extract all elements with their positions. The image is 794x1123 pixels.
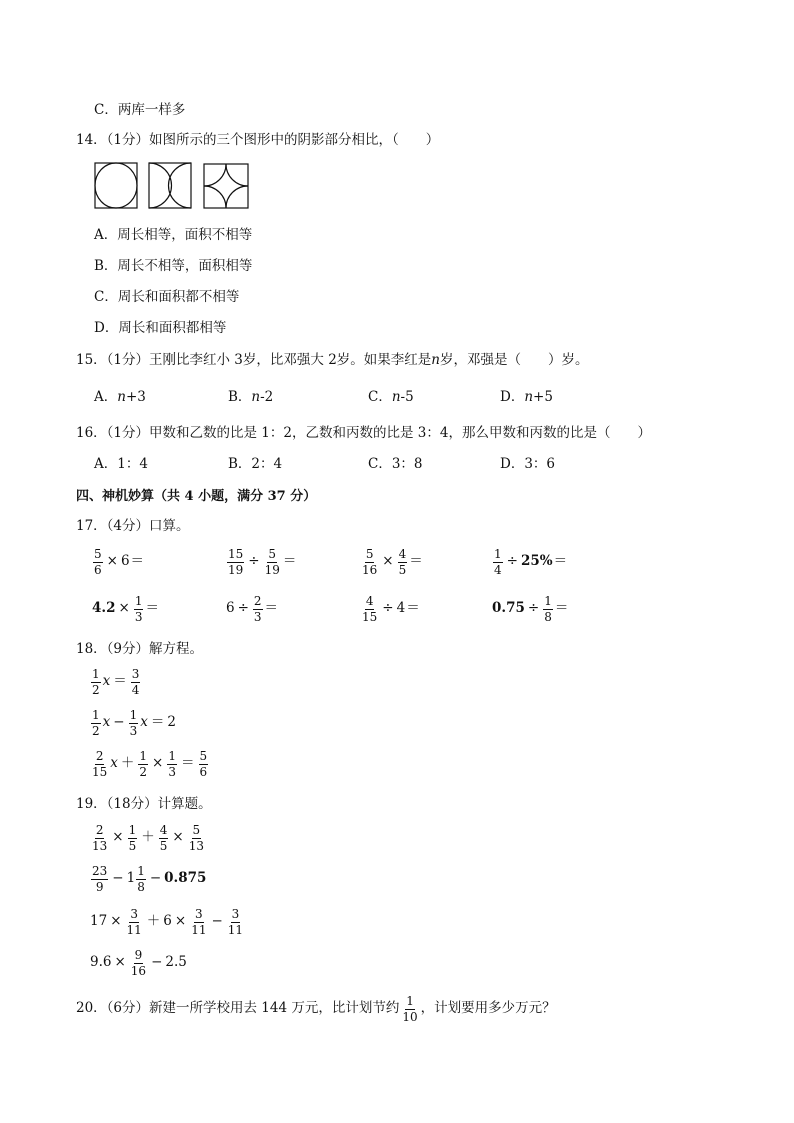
- q18-eq1: $\frac{1}{2}$ x ＝ $\frac{3}{4}$: [92, 667, 140, 697]
- q15-option-b: B．n-2: [228, 389, 274, 405]
- q15-stem: 15．（1分）王刚比李红小 3岁，比邓强大 2岁。如果李红是n岁，邓强是（ ）岁。: [76, 352, 589, 368]
- q15-option-a: A．n+3: [94, 389, 146, 405]
- q14-option-c: C．周长和面积都不相等: [94, 289, 240, 305]
- q14-stem: 14．（1分）如图所示的三个图形中的阴影部分相比，（ ）: [76, 132, 440, 148]
- q20-stem: 20．（6分）新建一所学校用去 144 万元，比计划节约 $\frac{1}{10}$ ，计划要用多少万元？: [76, 994, 556, 1024]
- q19-expr1: $\frac{2}{13}$ × $\frac{1}{5}$ ＋ $\frac{4}{5}$ × $\frac{5}{13}$: [92, 823, 204, 853]
- section-heading: 四、神机妙算（共 4 小题，满分 37 分）: [76, 489, 317, 504]
- figure-two-semicircles: [148, 162, 192, 209]
- q19-stem: 19．（18分）计算题。: [76, 796, 212, 812]
- q17-r1c2: $\frac{15}{19}$ ÷ $\frac{5}{19}$ ＝: [228, 547, 297, 577]
- q16-option-d: D．3：6: [500, 456, 556, 472]
- q19-expr4: 9.6 × $\frac{9}{16}$ − 2.5: [90, 948, 187, 978]
- q17-r1c1: $\frac{5}{6}$ × 6 ＝: [94, 547, 145, 577]
- q17-r1c4: $\frac{1}{4}$ ÷ 25% ＝: [494, 547, 568, 577]
- q18-eq2: $\frac{1}{2}$ x − $\frac{1}{3}$ x ＝ 2: [92, 708, 176, 738]
- q18-eq3: $\frac{2}{15}$ x ＋ $\frac{1}{2}$ × $\frac{1}{3}$ ＝ $\frac{5}{6}$: [92, 749, 208, 779]
- q19-expr2: $\frac{23}{9}$ − 1 $\frac{1}{8}$ − 0.875: [92, 864, 207, 894]
- q17-stem: 17．（4分）口算。: [76, 518, 190, 534]
- figure-four-quarter-circles: [200, 160, 252, 212]
- q14-option-d: D．周长和面积都相等: [94, 320, 227, 336]
- q14-option-a: A．周长相等，面积不相等: [94, 227, 253, 243]
- q17-r2c4: 0.75 ÷ $\frac{1}{8}$ ＝: [492, 594, 569, 624]
- q19-expr3: 17 × $\frac{3}{11}$ ＋ 6 × $\frac{3}{11}$ − $\frac{3}{11}$: [90, 907, 244, 937]
- q15-option-c: C．n-5: [368, 389, 414, 405]
- q15-option-d: D．n+5: [500, 389, 553, 405]
- q17-r2c2: 6 ÷ $\frac{2}{3}$ ＝: [226, 594, 279, 624]
- q17-r1c3: $\frac{5}{16}$ × $\frac{4}{5}$ ＝: [362, 547, 423, 577]
- q16-stem: 16．（1分）甲数和乙数的比是 1：2，乙数和丙数的比是 3：4，那么甲数和丙数的比是（ ）: [76, 425, 651, 441]
- q16-option-a: A．1：4: [94, 456, 148, 472]
- figure-circle-in-square: [94, 162, 138, 209]
- q13-option-c: C．两库一样多: [94, 102, 186, 118]
- q16-option-b: B．2：4: [228, 456, 283, 472]
- q17-r2c1: 4.2 × $\frac{1}{3}$ ＝: [92, 594, 159, 624]
- q16-option-c: C．3：8: [368, 456, 423, 472]
- q14-option-b: B．周长不相等，面积相等: [94, 258, 253, 274]
- q17-r2c3: $\frac{4}{15}$ ÷ 4 ＝: [362, 594, 420, 624]
- q18-stem: 18．（9分）解方程。: [76, 641, 204, 657]
